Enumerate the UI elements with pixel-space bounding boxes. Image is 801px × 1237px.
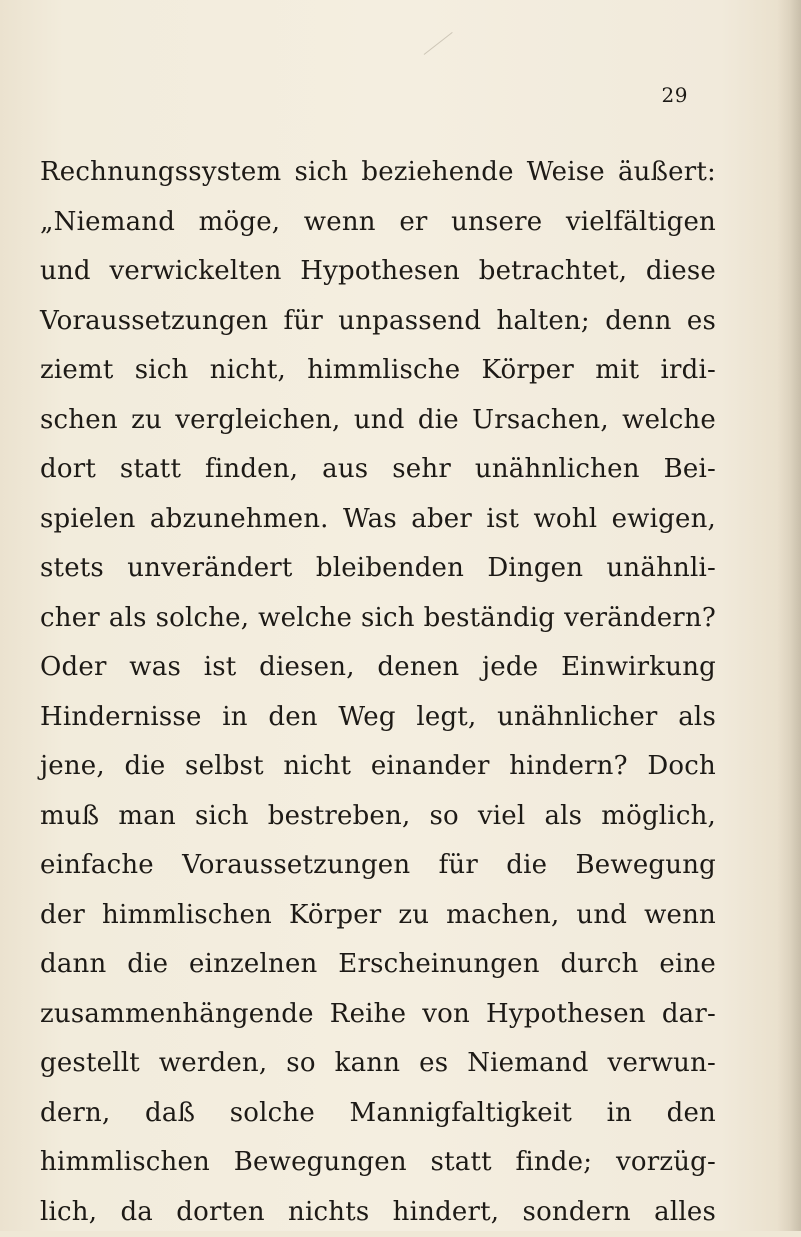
text-line-13: jene, die selbst nicht einander hindern? Doch (40, 742, 716, 792)
text-line-9: stets unverändert bleibenden Dingen unähnli- (40, 544, 716, 594)
text-line-15: einfache Voraussetzungen für die Bewegung (40, 841, 716, 891)
text-line-20: dern, daß solche Mannigfaltigkeit in den (40, 1089, 716, 1139)
paper-crease (424, 32, 453, 55)
text-line-18: zusammenhängende Reihe von Hypothesen dar- (40, 990, 716, 1040)
text-line-1: Rechnungssystem sich beziehende Weise äußert: (40, 148, 716, 198)
text-line-22: lich, da dorten nichts hindert, sondern alles (40, 1188, 716, 1237)
text-line-7: dort statt finden, aus sehr unähnlichen Bei- (40, 445, 716, 495)
text-line-14: muß man sich bestreben, so viel als möglich, (40, 792, 716, 842)
page-number: 29 (628, 83, 688, 107)
text-line-21: himmlischen Bewegungen statt finde; vorzüg- (40, 1138, 716, 1188)
text-line-12: Hindernisse in den Weg legt, unähnlicher als (40, 693, 716, 743)
text-line-2: „Niemand möge, wenn er unsere vielfältigen (40, 198, 716, 248)
text-line-19: gestellt werden, so kann es Niemand verwun- (40, 1039, 716, 1089)
text-line-8: spielen abzunehmen. Was aber ist wohl ewigen, (40, 495, 716, 545)
text-line-10: cher als solche, welche sich beständig verändern? (40, 594, 716, 644)
page-edge-shadow (777, 0, 801, 1231)
text-line-11: Oder was ist diesen, denen jede Einwirkung (40, 643, 716, 693)
text-line-6: schen zu vergleichen, und die Ursachen, welche (40, 396, 716, 446)
text-line-16: der himmlischen Körper zu machen, und wenn (40, 891, 716, 941)
text-line-5: ziemt sich nicht, himmlische Körper mit irdi- (40, 346, 716, 396)
text-line-17: dann die einzelnen Erscheinungen durch eine (40, 940, 716, 990)
body-text (40, 148, 716, 1168)
text-line-3: und verwickelten Hypothesen betrachtet, diese (40, 247, 716, 297)
text-line-4: Voraussetzungen für unpassend halten; denn es (40, 297, 716, 347)
